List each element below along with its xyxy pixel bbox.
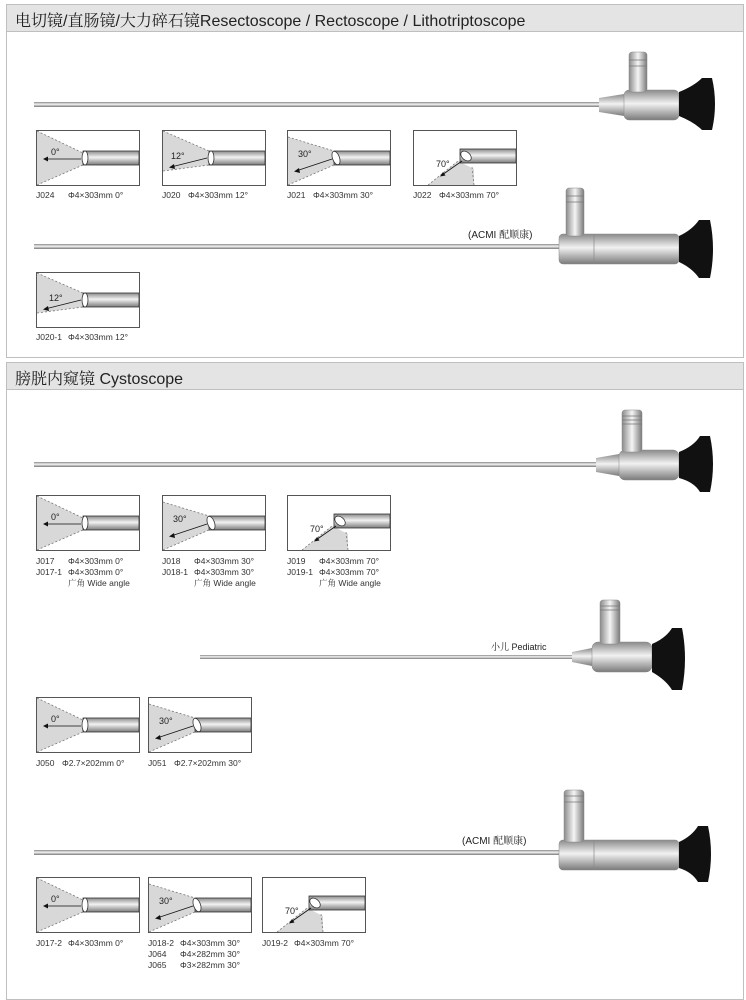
- angle-label: 30°: [159, 896, 173, 906]
- angle-label: 0°: [51, 512, 60, 522]
- view-angle-diagram: [148, 877, 252, 933]
- product-spec: Φ4×303mm 0°: [68, 567, 124, 577]
- scope-label: (ACMI 配顺康): [462, 836, 527, 847]
- product-code: J019: [287, 556, 306, 566]
- endoscope-image: [34, 786, 720, 882]
- product-code: J020: [162, 190, 181, 200]
- angle-label: 70°: [310, 524, 324, 534]
- product-spec: Φ4×303mm 70°: [319, 567, 380, 577]
- view-angle-diagram: [148, 697, 252, 753]
- angle-label: 70°: [436, 159, 450, 169]
- product-code: J018-1: [162, 567, 188, 577]
- angle-label: 30°: [159, 716, 173, 726]
- angle-label: 12°: [171, 151, 185, 161]
- product-code: J022: [413, 190, 432, 200]
- section-header: [7, 363, 743, 390]
- product-code: J065: [148, 960, 167, 970]
- product-code: J018: [162, 556, 181, 566]
- product-code: J021: [287, 190, 306, 200]
- product-caption: [36, 190, 123, 201]
- angle-label: 30°: [173, 514, 187, 524]
- product-spec: Φ4×303mm 30°: [313, 190, 374, 200]
- angle-label: 0°: [51, 894, 60, 904]
- product-spec: Φ2.7×202mm 30°: [174, 758, 242, 768]
- product-code: J017-1: [36, 567, 62, 577]
- product-spec: Φ4×303mm 12°: [188, 190, 249, 200]
- view-angle-diagram: [162, 130, 266, 186]
- view-angle-diagram: [36, 697, 140, 753]
- endoscope-image: [200, 598, 694, 694]
- product-caption: [36, 758, 124, 769]
- product-code: J024: [36, 190, 55, 200]
- product-spec: 广角 Wide angle: [68, 578, 130, 588]
- section-title: 膀胱内窥镜 Cystoscope: [15, 371, 184, 388]
- scope-label: 小儿 Pediatric: [491, 642, 547, 652]
- section-header: [7, 5, 743, 32]
- product-code: J050: [36, 758, 55, 768]
- section-title: 电切镜/直肠镜/大力碎石镜Resectoscope / Rectoscope / Lithotriptoscope: [15, 13, 526, 30]
- product-spec: Φ4×303mm 70°: [439, 190, 500, 200]
- product-caption: [413, 190, 499, 201]
- product-spec: Φ4×303mm 30°: [194, 567, 255, 577]
- product-spec: Φ2.7×202mm 0°: [62, 758, 125, 768]
- product-spec: Φ3×282mm 30°: [180, 960, 241, 970]
- product-spec: Φ4×303mm 70°: [319, 556, 380, 566]
- product-caption: [162, 556, 256, 589]
- product-spec: Φ4×303mm 0°: [68, 556, 124, 566]
- product-spec: Φ4×303mm 0°: [68, 190, 124, 200]
- product-caption: [262, 938, 354, 949]
- product-code: J051: [148, 758, 167, 768]
- product-caption: [36, 332, 128, 343]
- endoscope-image: [34, 406, 720, 494]
- view-angle-diagram: [36, 130, 140, 186]
- angle-label: 30°: [298, 149, 312, 159]
- view-angle-diagram: [162, 495, 266, 551]
- view-angle-diagram: [287, 130, 391, 186]
- product-spec: Φ4×303mm 12°: [68, 332, 129, 342]
- endoscope-image: [34, 186, 720, 278]
- product-code: J064: [148, 949, 167, 959]
- product-code: J019-1: [287, 567, 313, 577]
- endoscope-image: [34, 50, 720, 130]
- product-caption: [148, 938, 240, 971]
- product-caption: [287, 190, 373, 201]
- view-angle-diagram: [36, 877, 140, 933]
- view-angle-diagram: [36, 495, 140, 551]
- product-code: J020-1: [36, 332, 62, 342]
- product-code: J017: [36, 556, 55, 566]
- product-code: J018-2: [148, 938, 174, 948]
- product-spec: Φ4×303mm 70°: [294, 938, 355, 948]
- product-caption: [36, 938, 123, 949]
- angle-label: 12°: [49, 293, 63, 303]
- angle-label: 0°: [51, 147, 60, 157]
- product-spec: Φ4×282mm 30°: [180, 949, 241, 959]
- product-caption: [148, 758, 241, 769]
- angle-label: 0°: [51, 714, 60, 724]
- product-code: J017-2: [36, 938, 62, 948]
- product-caption: [287, 556, 381, 589]
- view-angle-diagram: [36, 272, 140, 328]
- angle-label: 70°: [285, 906, 299, 916]
- product-spec: 广角 Wide angle: [194, 578, 256, 588]
- product-spec: Φ4×303mm 0°: [68, 938, 124, 948]
- view-angle-diagram: [262, 877, 366, 933]
- product-spec: Φ4×303mm 30°: [180, 938, 241, 948]
- product-caption: [36, 556, 130, 589]
- view-angle-diagram: [287, 495, 391, 551]
- view-angle-diagram: [413, 130, 517, 186]
- product-caption: [162, 190, 248, 201]
- product-spec: Φ4×303mm 30°: [194, 556, 255, 566]
- scope-label: (ACMI 配顺康): [468, 230, 533, 241]
- product-spec: 广角 Wide angle: [319, 578, 381, 588]
- product-code: J019-2: [262, 938, 288, 948]
